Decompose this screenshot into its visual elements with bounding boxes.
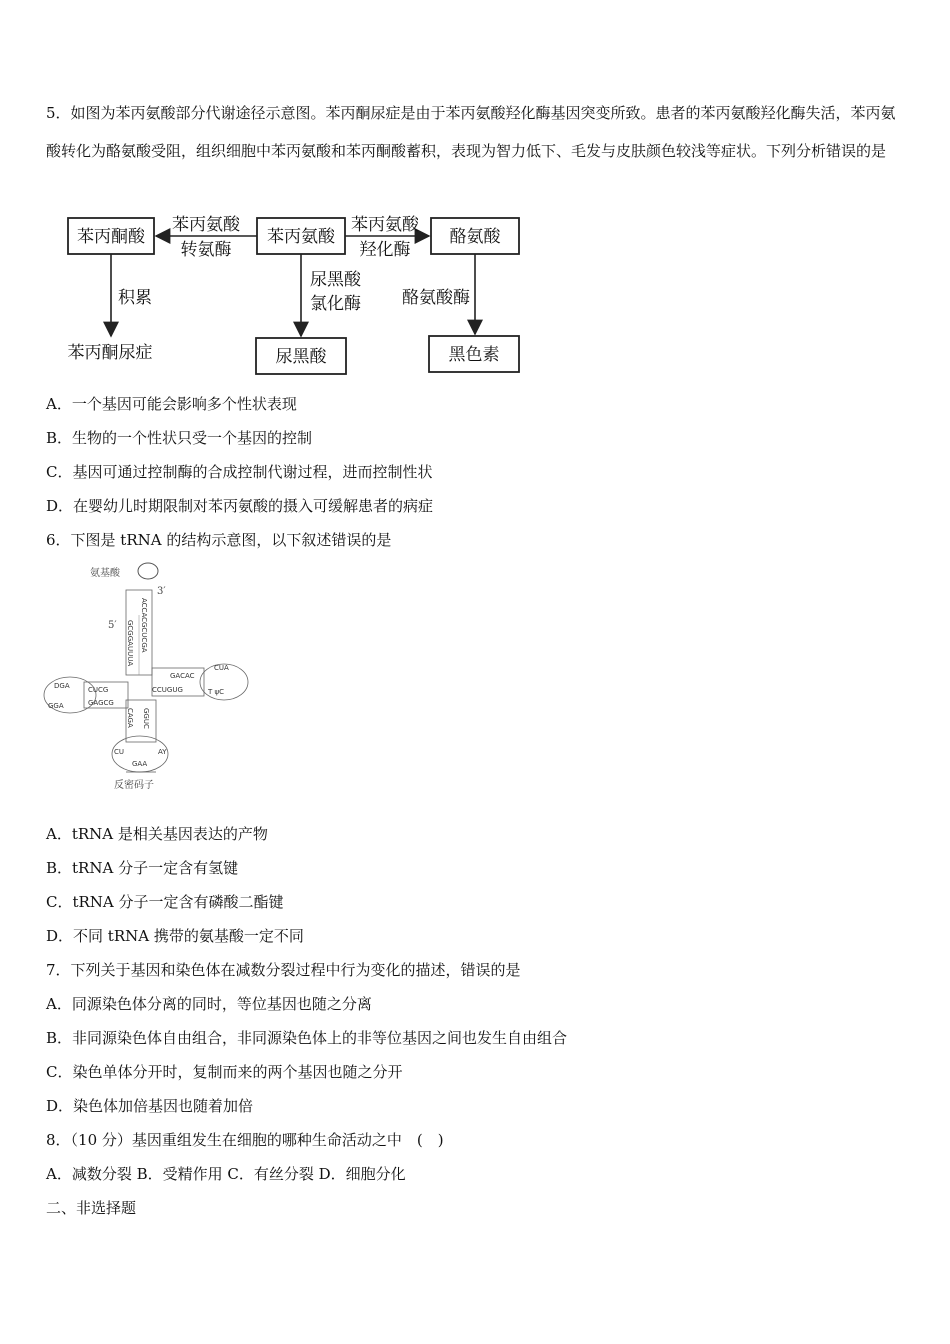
acceptor-seq-right: ACCACGCUCGA bbox=[140, 598, 148, 653]
metabolism-diagram bbox=[60, 210, 530, 380]
label-phenylpyruvic: 苯丙酮酸 bbox=[77, 227, 145, 247]
label-tyrosinase: 酪氨酸酶 bbox=[402, 288, 470, 308]
t-loop-seq-3: CUA bbox=[214, 664, 229, 672]
q5-option-b: B．生物的一个性状只受一个基因的控制 bbox=[46, 429, 313, 447]
q7-option-d: D．染色体加倍基因也随着加倍 bbox=[46, 1097, 254, 1115]
q8-options: A．减数分裂 B．受精作用 C．有丝分裂 D．细胞分化 bbox=[46, 1165, 406, 1183]
anticodon-loop-left: CU bbox=[114, 748, 125, 756]
acceptor-seq-left: GCGGAUUUA bbox=[126, 620, 134, 667]
q6-option-c: C．tRNA 分子一定含有磷酸二酯键 bbox=[46, 893, 284, 911]
five-prime-label: 5′ bbox=[108, 620, 117, 631]
q7-option-b: B．非同源染色体自由组合，非同源染色体上的非等位基因之间也发生自由组合 bbox=[46, 1029, 568, 1047]
label-enzyme-1: 尿黑酸 bbox=[310, 270, 361, 290]
label-phenylalanine: 苯丙氨酸 bbox=[267, 227, 335, 247]
label-hydroxylase-1: 苯丙氨酸 bbox=[351, 215, 419, 235]
label-transaminase-1: 苯丙氨酸 bbox=[172, 215, 240, 235]
q5-option-d: D．在婴幼儿时期限制对苯丙氨酸的摄入可缓解患者的病症 bbox=[46, 497, 434, 515]
anticodon-stem-seq-right: GGUC bbox=[142, 708, 150, 729]
anticodon-label: 反密码子 bbox=[114, 780, 154, 791]
anticodon-stem-seq-left: CAGA bbox=[126, 708, 134, 728]
q8-stem: 8．（10 分）基因重组发生在细胞的哪种生命活动之中 ( ) bbox=[46, 1131, 444, 1149]
q7-option-a: A．同源染色体分离的同时，等位基因也随之分离 bbox=[46, 995, 372, 1013]
three-prime-label: 3′ bbox=[157, 586, 166, 597]
section-2-heading: 二、非选择题 bbox=[46, 1199, 137, 1217]
t-loop-seq-1: GACAC bbox=[170, 672, 195, 680]
q7-option-c: C．染色单体分开时，复制而来的两个基因也随之分开 bbox=[46, 1063, 403, 1081]
label-enzyme-2: 氯化酶 bbox=[310, 294, 361, 314]
q7-stem: 7．下列关于基因和染色体在减数分裂过程中行为变化的描述，错误的是 bbox=[46, 961, 521, 979]
label-homogentisate: 尿黑酸 bbox=[275, 347, 327, 367]
trna-figure bbox=[40, 560, 255, 795]
anticodon-loop-right: AY bbox=[158, 748, 167, 756]
q5-option-a: A．一个基因可能会影响多个性状表现 bbox=[46, 395, 297, 413]
label-hydroxylase-2: 羟化酶 bbox=[359, 240, 411, 260]
anticodon-seq: GAA bbox=[132, 760, 148, 768]
d-loop-seq-4: GGA bbox=[48, 702, 64, 710]
label-transaminase-2: 转氨酶 bbox=[180, 240, 232, 260]
label-melanin: 黑色素 bbox=[448, 345, 500, 365]
label-tyrosine: 酪氨酸 bbox=[449, 227, 501, 247]
q6-option-a: A．tRNA 是相关基因表达的产物 bbox=[46, 825, 268, 843]
t-loop-seq-4: T ψC bbox=[208, 688, 225, 696]
q6-option-b: B．tRNA 分子一定含有氢键 bbox=[46, 859, 239, 877]
q5-stem: 5．如图为苯丙氨酸部分代谢途径示意图。苯丙酮尿症是由于苯丙氨酸羟化酶基因突变所致。患者的苯丙氨酸羟化酶失活，苯丙氨酸转化为酪氨酸受阻，组织细胞中苯丙氨酸和苯丙酮酸蓄积，表现为智力低下、毛发与皮肤颜色较浅等症状。下列分析错误的是 bbox=[46, 104, 896, 160]
t-loop-seq-2: CCUGUG bbox=[152, 686, 183, 694]
d-loop-seq-1: DGA bbox=[54, 682, 70, 690]
d-loop-seq-3: GAGCG bbox=[88, 699, 114, 707]
label-pku: 苯丙酮尿症 bbox=[67, 343, 153, 363]
label-accumulate: 积累 bbox=[118, 288, 152, 308]
q6-option-d: D．不同 tRNA 携带的氨基酸一定不同 bbox=[46, 927, 304, 945]
amino-acid-label: 氨基酸 bbox=[90, 568, 120, 579]
q5-option-c: C．基因可通过控制酶的合成控制代谢过程，进而控制性状 bbox=[46, 463, 433, 481]
amino-acid-circle bbox=[138, 563, 158, 579]
d-loop-seq-2: CUCG bbox=[88, 686, 109, 694]
q6-stem: 6．下图是 tRNA 的结构示意图，以下叙述错误的是 bbox=[46, 531, 392, 549]
